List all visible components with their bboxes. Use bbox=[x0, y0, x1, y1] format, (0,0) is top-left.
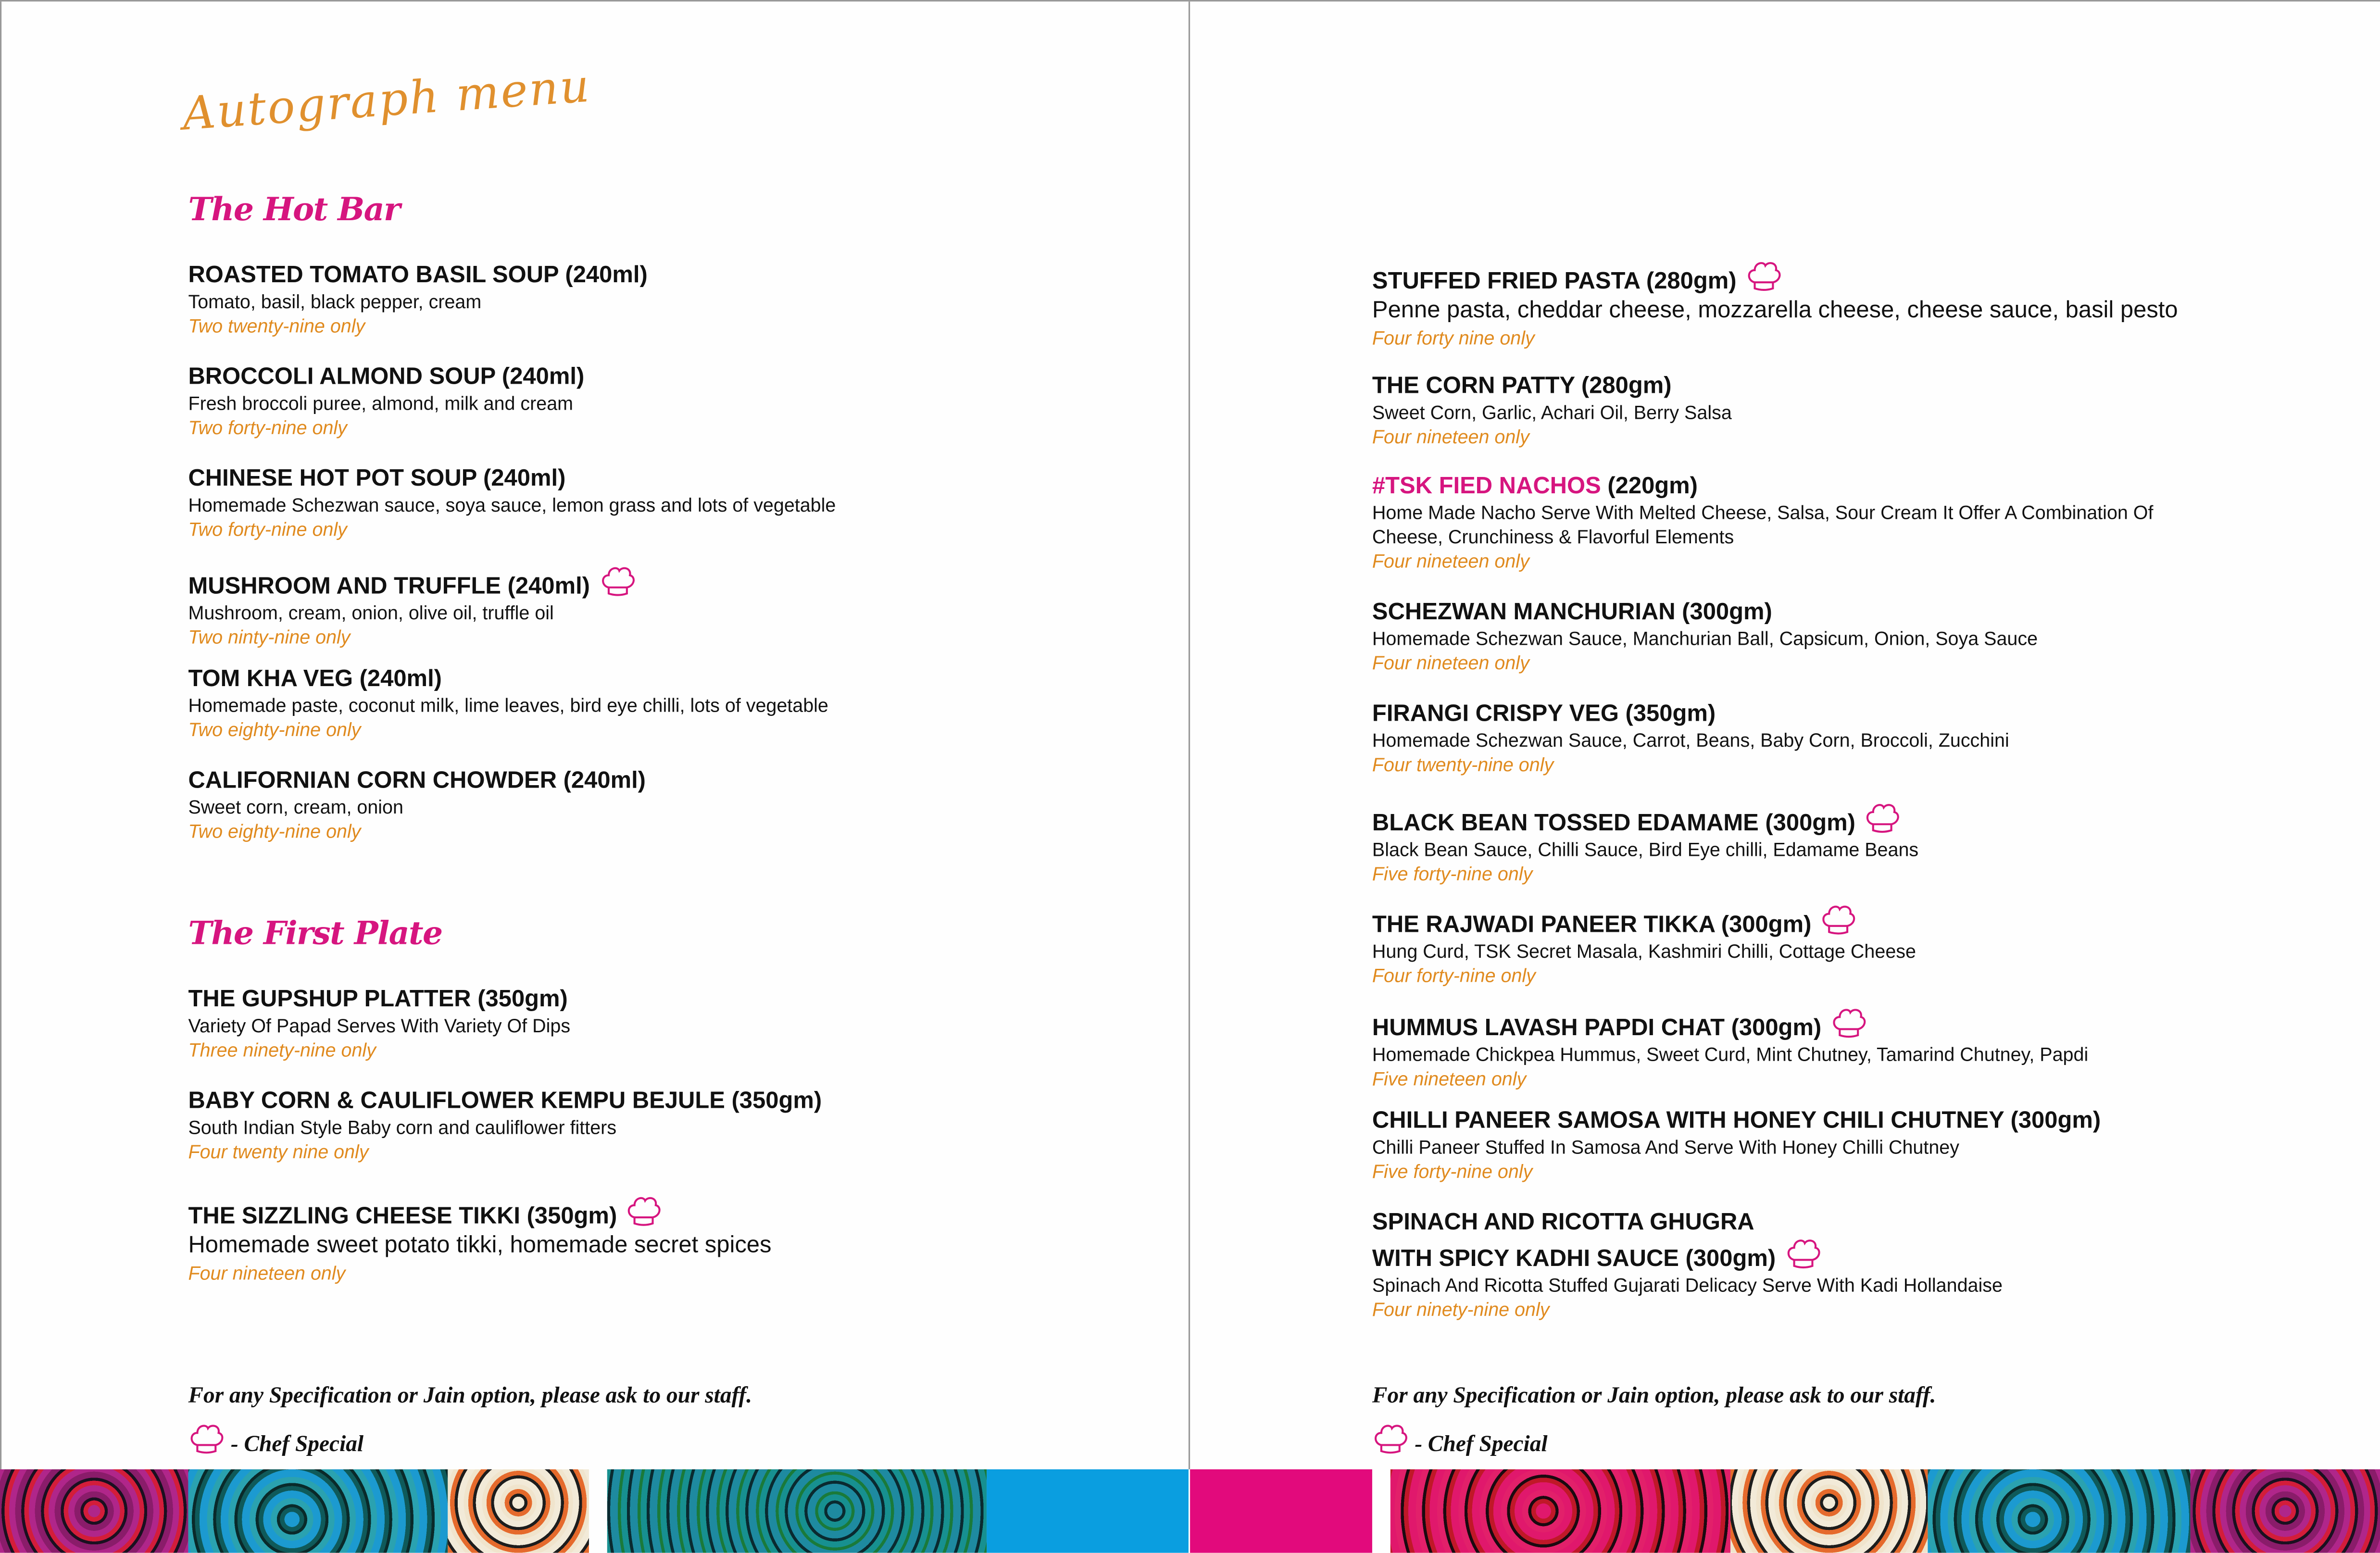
item-title bbox=[1372, 598, 2343, 627]
item-name: STUFFED FRIED PASTA (280gm) bbox=[1372, 268, 1737, 295]
item-price: Two eighty-nine only bbox=[188, 719, 361, 741]
item-description: Sweet corn, cream, onion bbox=[188, 797, 403, 818]
mandala-pattern bbox=[188, 1469, 448, 1553]
item-description: Chilli Paneer Stuffed In Samosa And Serve With Honey Chilli Chutney bbox=[1372, 1137, 1959, 1158]
menu-item bbox=[1372, 700, 2343, 777]
item-name: CHILLI PANEER SAMOSA WITH HONEY CHILI CHUTNEY (300gm) bbox=[1372, 1108, 2101, 1134]
chef-hat-icon bbox=[626, 1195, 663, 1228]
item-name: FIRANGI CRISPY VEG (350gm) bbox=[1372, 701, 1716, 727]
item-description: Tomato, basil, black pepper, cream bbox=[188, 291, 482, 313]
chef-hat-icon bbox=[1830, 1006, 1867, 1040]
item-name: CALIFORNIAN CORN CHOWDER (240ml) bbox=[188, 768, 646, 794]
item-price: Two eighty-nine only bbox=[188, 821, 361, 843]
item-name: ROASTED TOMATO BASIL SOUP (240ml) bbox=[188, 263, 648, 288]
item-description: Homemade Schezwan sauce, soya sauce, lemon grass and lots of vegetable bbox=[188, 495, 836, 516]
page-divider bbox=[1189, 1, 1190, 1469]
item-name: CHINESE HOT POT SOUP (240ml) bbox=[188, 466, 566, 492]
item-title bbox=[188, 985, 1159, 1014]
item-description: Homemade Chickpea Hummus, Sweet Curd, Mint Chutney, Tamarind Chutney, Papdi bbox=[1372, 1044, 2089, 1066]
item-description: Spinach And Ricotta Stuffed Gujarati Delicacy Serve With Kadi Hollandaise bbox=[1372, 1275, 2003, 1297]
legend-label: - Chef Special bbox=[1415, 1433, 1548, 1457]
menu-item bbox=[188, 985, 1159, 1063]
item-title bbox=[188, 766, 1159, 795]
item-name-line2: WITH SPICY KADHI SAUCE (300gm) bbox=[1372, 1246, 1776, 1272]
chef-hat-icon bbox=[1865, 802, 1901, 835]
item-description: South Indian Style Baby corn and cauliflower fitters bbox=[188, 1117, 617, 1139]
item-price: Four forty nine only bbox=[1372, 327, 1535, 350]
item-name: (220gm) bbox=[1601, 473, 1698, 500]
menu-item bbox=[188, 1087, 1159, 1164]
item-name: TOM KHA VEG (240ml) bbox=[188, 666, 442, 692]
item-title bbox=[188, 1087, 1159, 1115]
item-title bbox=[188, 363, 1159, 392]
item-price: Four twenty-nine only bbox=[1372, 754, 1554, 776]
legend-label: - Chef Special bbox=[230, 1433, 364, 1457]
item-description: Penne pasta, cheddar cheese, mozzarella cheese, cheese sauce, basil pesto bbox=[1372, 297, 2178, 324]
mandala-pattern bbox=[1928, 1469, 2190, 1553]
menu-item bbox=[188, 464, 1159, 542]
chef-hat-icon bbox=[599, 564, 636, 598]
chef-hat-icon bbox=[1746, 260, 1782, 293]
section-title-first-plate: The First Plate bbox=[188, 914, 442, 952]
menu-item bbox=[188, 261, 1159, 338]
item-name: SCHEZWAN MANCHURIAN (300gm) bbox=[1372, 600, 1772, 626]
item-description: Black Bean Sauce, Chilli Sauce, Bird Eye chilli, Edamame Beans bbox=[1372, 839, 1919, 861]
menu-item bbox=[188, 1195, 1159, 1286]
jain-option-note-right: For any Specification or Jain option, please ask to our staff. bbox=[1372, 1384, 1936, 1409]
item-price: Four nineteen only bbox=[1372, 426, 1529, 448]
item-name: THE SIZZLING CHEESE TIKKI (350gm) bbox=[188, 1203, 617, 1230]
item-price: Five forty-nine only bbox=[1372, 864, 1533, 885]
item-title bbox=[1372, 1106, 2343, 1135]
mandala-pattern bbox=[2191, 1469, 2380, 1553]
item-description: Sweet Corn, Garlic, Achari Oil, Berry Salsa bbox=[1372, 402, 1732, 424]
chef-hat-icon bbox=[1372, 1422, 1409, 1455]
chef-special-legend bbox=[188, 1422, 363, 1459]
chef-hat-icon bbox=[1785, 1237, 1821, 1270]
item-title bbox=[1372, 1208, 2343, 1274]
menu-item bbox=[1372, 372, 2343, 449]
item-description: Home Made Nacho Serve With Melted Cheese, Salsa, Sour Cream It Offer A Combination Of Cheese, Crunchiness & Flavorful Elements bbox=[1372, 502, 2154, 548]
section-title-hot-bar: The Hot Bar bbox=[188, 189, 400, 228]
mandala-pattern bbox=[1390, 1469, 1730, 1553]
item-title-highlight: #TSK FIED NACHOS bbox=[1372, 473, 1601, 500]
item-price: Two forty-nine only bbox=[188, 417, 347, 439]
menu-item bbox=[188, 363, 1159, 440]
menu-item bbox=[188, 665, 1159, 742]
item-price: Four ninety-nine only bbox=[1372, 1299, 1550, 1321]
menu-item bbox=[1372, 260, 2343, 351]
item-description: Variety Of Papad Serves With Variety Of Dips bbox=[188, 1015, 571, 1037]
item-name: THE GUPSHUP PLATTER (350gm) bbox=[188, 987, 568, 1013]
menu-item bbox=[188, 564, 1159, 650]
menu-item bbox=[1372, 1106, 2343, 1184]
item-price: Four nineteen only bbox=[188, 1263, 346, 1284]
item-description: Mushroom, cream, onion, olive oil, truffle oil bbox=[188, 602, 554, 624]
item-title bbox=[1372, 802, 2343, 838]
item-name: MUSHROOM AND TRUFFLE (240ml) bbox=[188, 574, 590, 600]
item-price: Two forty-nine only bbox=[188, 519, 347, 540]
item-description: Fresh broccoli puree, almond, milk and cream bbox=[188, 393, 574, 414]
chef-hat-icon bbox=[188, 1422, 225, 1455]
item-title bbox=[1372, 903, 2343, 939]
item-price: Four forty-nine only bbox=[1372, 965, 1536, 987]
mandala-pattern bbox=[448, 1469, 589, 1553]
item-name: BABY CORN & CAULIFLOWER KEMPU BEJULE (350gm) bbox=[188, 1088, 822, 1115]
item-price: Four nineteen only bbox=[1372, 551, 1529, 573]
item-name: THE RAJWADI PANEER TIKKA (300gm) bbox=[1372, 912, 1812, 939]
mandala-pattern bbox=[1730, 1469, 1928, 1553]
item-title bbox=[1372, 1006, 2343, 1043]
item-name: SPINACH AND RICOTTA GHUGRA bbox=[1372, 1210, 1754, 1236]
item-name: BROCCOLI ALMOND SOUP (240ml) bbox=[188, 364, 585, 390]
item-title bbox=[1372, 372, 2343, 401]
item-price: Four nineteen only bbox=[1372, 652, 1529, 674]
menu-item bbox=[1372, 1208, 2343, 1322]
menu-item bbox=[1372, 802, 2343, 887]
item-title bbox=[1372, 700, 2343, 728]
jain-option-note: For any Specification or Jain option, please ask to our staff. bbox=[188, 1384, 752, 1409]
item-name: HUMMUS LAVASH PAPDI CHAT (300gm) bbox=[1372, 1015, 1822, 1041]
brand-logo: Autograph menu bbox=[181, 60, 593, 142]
item-price: Three ninety-nine only bbox=[188, 1040, 376, 1061]
item-title bbox=[188, 665, 1159, 694]
item-description: Homemade Schezwan Sauce, Manchurian Ball, Capsicum, Onion, Soya Sauce bbox=[1372, 628, 2038, 650]
item-title bbox=[1372, 472, 2222, 501]
menu-item bbox=[1372, 1006, 2343, 1091]
menu-item bbox=[1372, 598, 2343, 676]
item-title bbox=[188, 464, 1159, 493]
item-description: Homemade sweet potato tikki, homemade secret spices bbox=[188, 1232, 772, 1259]
item-title bbox=[1372, 260, 2343, 296]
item-price: Two ninty-nine only bbox=[188, 626, 351, 649]
item-name: THE CORN PATTY (280gm) bbox=[1372, 373, 1672, 400]
item-price: Five nineteen only bbox=[1372, 1068, 1527, 1090]
item-description: Homemade Schezwan Sauce, Carrot, Beans, Baby Corn, Broccoli, Zucchini bbox=[1372, 730, 2009, 751]
pink-color-block bbox=[1190, 1469, 1372, 1553]
chef-special-legend-right bbox=[1372, 1422, 1548, 1459]
item-price: Two twenty-nine only bbox=[188, 315, 365, 337]
item-price: Four twenty nine only bbox=[188, 1141, 369, 1163]
item-title bbox=[188, 1195, 1159, 1231]
chef-hat-icon bbox=[1820, 903, 1857, 936]
mandala-pattern bbox=[607, 1469, 987, 1553]
menu-item bbox=[188, 766, 1159, 844]
item-description: Homemade paste, coconut milk, lime leaves, bird eye chilli, lots of vegetable bbox=[188, 695, 828, 717]
page-edge bbox=[0, 1, 1, 1469]
item-name: BLACK BEAN TOSSED EDAMAME (300gm) bbox=[1372, 810, 1855, 837]
menu-item bbox=[1372, 903, 2343, 988]
item-title bbox=[188, 261, 1159, 290]
item-title bbox=[188, 564, 1159, 601]
item-price: Five forty-nine only bbox=[1372, 1161, 1533, 1183]
item-description: Hung Curd, TSK Secret Masala, Kashmiri Chilli, Cottage Cheese bbox=[1372, 941, 1916, 963]
menu-item bbox=[1372, 472, 2222, 574]
blue-color-block bbox=[987, 1469, 1189, 1553]
mandala-pattern bbox=[0, 1469, 188, 1553]
